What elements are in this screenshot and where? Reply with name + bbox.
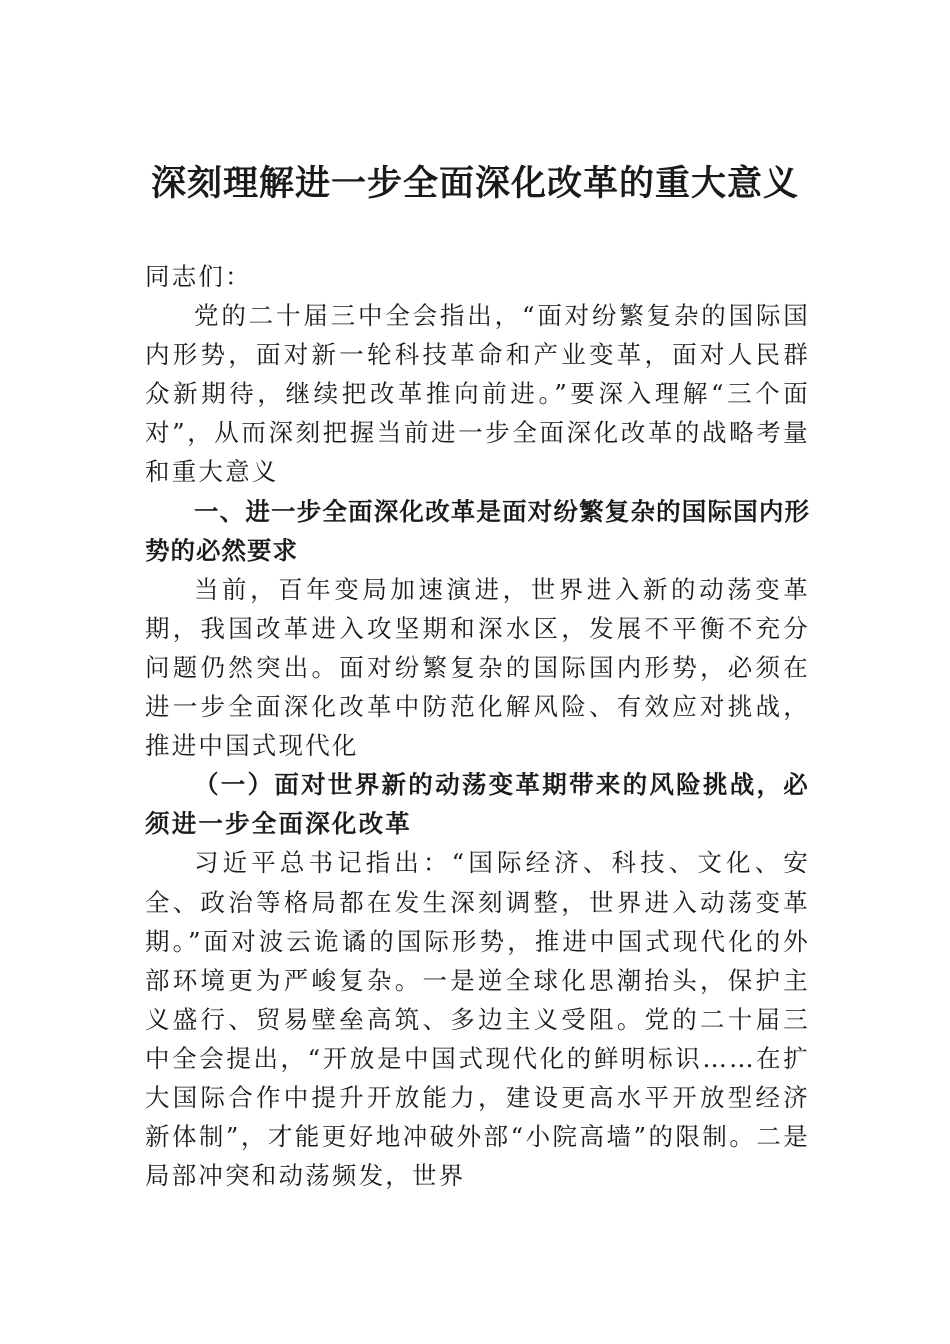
- section-1-paragraph: 当前，百年变局加速演进，世界进入新的动荡变革期，我国改革进入攻坚期和深水区，发展不平衡不充分问题仍然突出。面对纷繁复杂的国际国内形势，必须在进一步全面深化改革中防范化解风险、有效应对挑战，推进中国式现代化: [145, 574, 810, 761]
- intro-paragraph: 党的二十届三中全会指出，“面对纷繁复杂的国际国内形势，面对新一轮科技革命和产业变革，面对人民群众新期待，继续把改革推向前进。”要深入理解“三个面对”，从而深刻把握当前进一步全面深化改革的战略考量和重大意义: [145, 301, 810, 487]
- subsection-heading-1: （一）面对世界新的动荡变革期带来的风险挑战，必须进一步全面深化改革: [145, 770, 810, 839]
- subsection-1-paragraph: 习近平总书记指出：“国际经济、科技、文化、安全、政治等格局都在发生深刻调整，世界进入动荡变革期。”面对波云诡谲的国际形势，推进中国式现代化的外部环境更为严峻复杂。一是逆全球化思潮抬头，保护主义盛行、贸易壁垒高筑、多边主义受阻。党的二十届三中全会提出，“开放是中国式现代化的鲜明标识……在扩大国际合作中提升开放能力，建设更高水平开放型经济新体制”，才能更好地冲破外部“小院高墙”的限制。二是局部冲突和动荡频发，世界: [145, 848, 810, 1191]
- document-body: [145, 257, 810, 1195]
- salutation: 同志们：: [145, 262, 252, 291]
- section-heading-1: 一、进一步全面深化改革是面对纷繁复杂的国际国内形势的必然要求: [145, 496, 810, 565]
- document-title: 深刻理解进一步全面深化改革的重大意义: [150, 163, 799, 204]
